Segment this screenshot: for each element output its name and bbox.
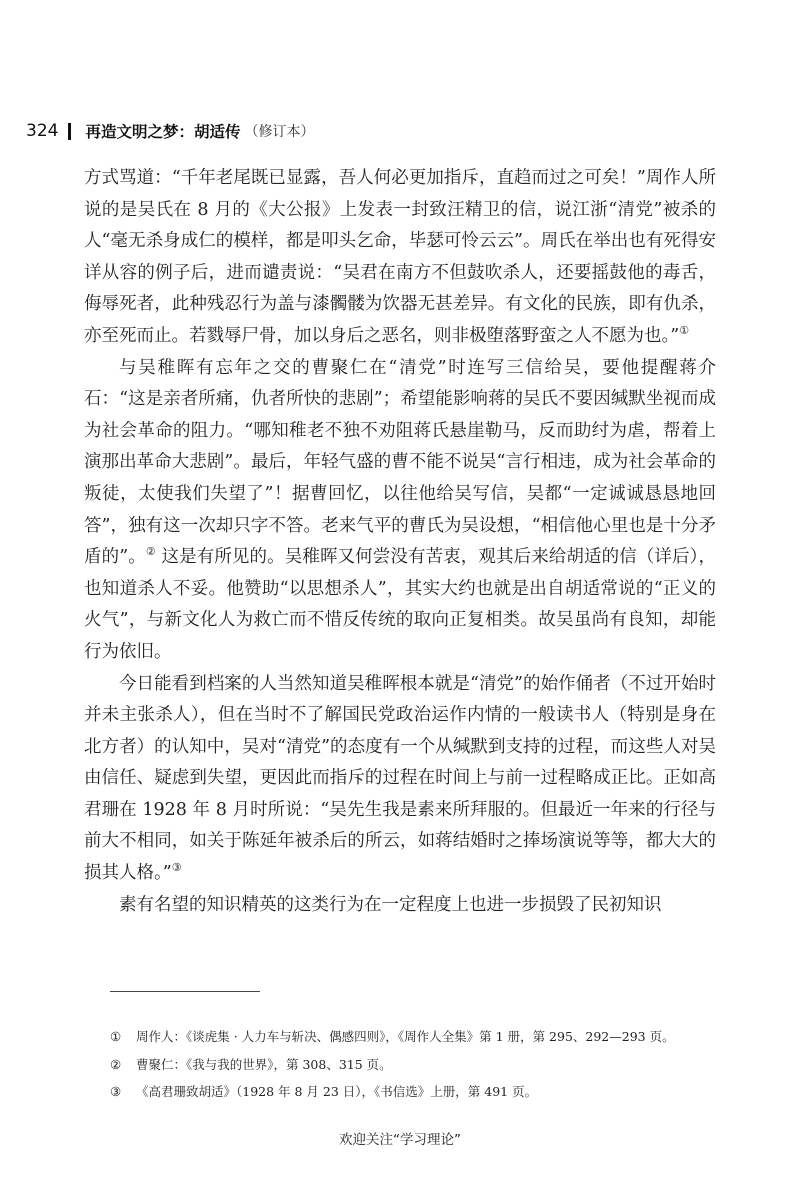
page-number: 324 (26, 121, 59, 141)
footnote-reference[interactable]: ③ (171, 861, 182, 875)
footnote-reference[interactable]: ① (679, 324, 690, 338)
paragraph (84, 669, 716, 890)
footnote-text: 《高君珊致胡适》（1928 年 8 月 23 日），《书信选》上册，第 491 页。 (136, 1084, 538, 1099)
footnote-text: 周作人：《谈虎集 · 人力车与斩决、偶感四则》，《周作人全集》第 1 册，第 295、292—293 页。 (136, 1029, 675, 1044)
paragraph (84, 163, 716, 353)
paragraph (84, 890, 716, 922)
book-title: 再造文明之梦：胡适传 (85, 123, 241, 141)
footnote-marker: ③ (110, 1084, 122, 1099)
paragraph-text: 素有名望的知识精英的这类行为在一定程度上也进一步损毁了民初知识 (119, 894, 662, 915)
book-subtitle: （修订本） (244, 124, 315, 140)
footnotes (110, 1026, 722, 1109)
footnote-text: 曹聚仁：《我与我的世界》，第 308、315 页。 (136, 1056, 392, 1072)
body-text (84, 163, 716, 921)
paragraph-text: 这是有所见的。吴稚晖又何尝没有苦衷，观其后来给胡适的信（详后），也知道杀人不妥。他赞助“以思想杀人”，其实大约也就是出自胡适常说的“正义的火气”，与新文化人为救亡而不惜反传统的取向正复相类。故吴虽尚有良知，却能行为依旧。 (84, 547, 716, 662)
paragraph-text: 今日能看到档案的人当然知道吴稚晖根本就是“清党”的始作俑者（不过开始时并未主张杀人），但在当时不了解国民党政治运作内情的一般读书人（特别是身在北方者）的认知中，吴对“清党”的态度有一个从缄默到支持的过程，而这些人对吴由信任、疑虑到失望，更因此而指斥的过程在时间上与前一过程略成正比。正如高君珊在 1928 年 8 月时所说：“吴先生我是素来所拜服的。但最近一年来的行径与前大不相同，如关于陈延年被杀后的所云，如蒋结婚时之捧场演说等等，都大大的损其人格。” (84, 673, 716, 884)
running-header (26, 118, 314, 144)
footnote-divider (110, 991, 260, 992)
paragraph (84, 353, 716, 669)
footnote (110, 1026, 722, 1049)
footnote (110, 1081, 722, 1104)
footnote-marker: ② (110, 1056, 122, 1072)
page-footer: 欢迎关注“学习理论” (339, 1132, 461, 1148)
paragraph-text: 方式骂道：“千年老尾既已显露，吾人何必更加指斥，直趋而过之可矣！”周作人所说的是吴氏在 8 月的《大公报》上发表一封致汪精卫的信，说江浙“清党”被杀的人“毫无杀身成仁的模样，都是叩头乞命，毕瑟可怜云云”。周氏在举出也有死得安详从容的例子后，进而谴责说：“吴君在南方不但鼓吹杀人，还要摇鼓他的毒舌，侮辱死者，此种残忍行为盖与漆髑髅为饮器无甚差异。有文化的民族，即有仇杀，亦至死而止。若戮辱尸骨，加以身后之恶名，则非极堕落野蛮之人不愿为也。” (84, 168, 716, 346)
footnote (110, 1054, 722, 1077)
header-divider (68, 123, 71, 140)
footnote-reference[interactable]: ② (145, 545, 156, 559)
paragraph-text: 与吴稚晖有忘年之交的曹聚仁在“清党”时连写三信给吴，要他提醒蒋介石：“这是亲者所痛，仇者所快的悲剧”；希望能影响蒋的吴氏不要因缄默坐视而成为社会革命的阻力。“哪知稚老不独不劝阻蒋氏悬崖勒马，反而助纣为虐，帮着上演那出革命大悲剧”。最后，年轻气盛的曹不能不说吴“言行相违，成为社会革命的叛徒，太使我们失望了”！据曹回忆，以往他给吴写信，吴都“一定诚诚恳恳地回答”，独有这一次却只字不答。老来气平的曹氏为吴设想，“相信他心里也是十分矛盾的”。 (84, 357, 716, 568)
footnote-marker: ① (110, 1029, 122, 1044)
